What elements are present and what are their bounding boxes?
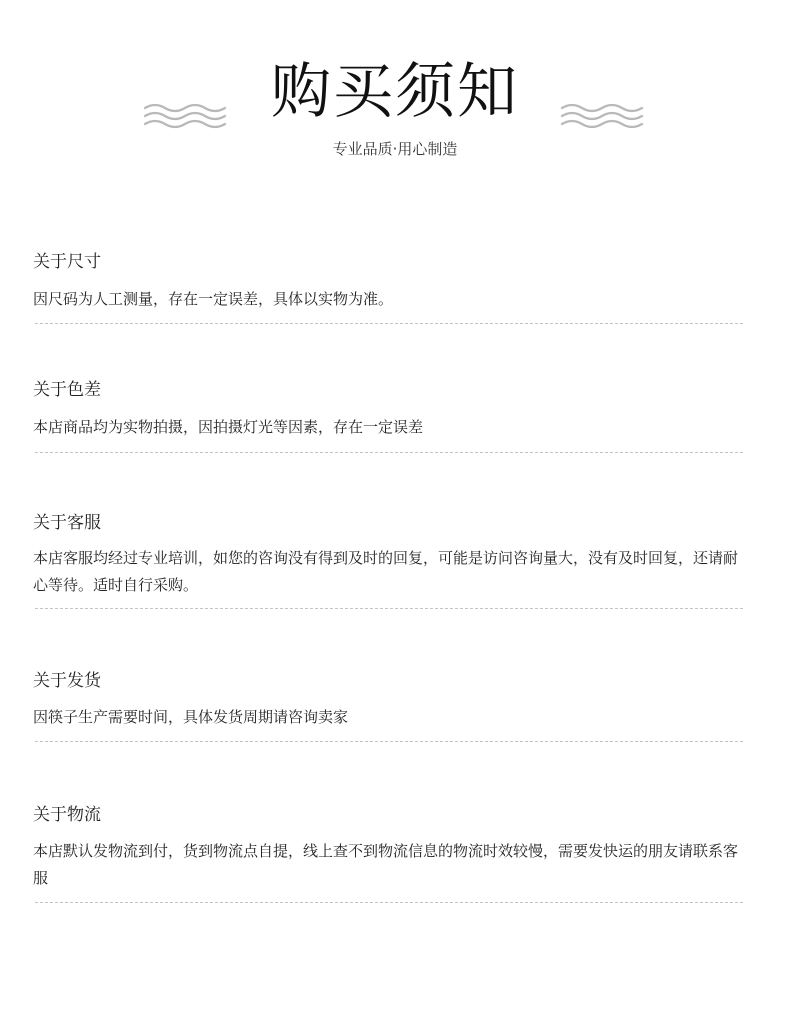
wave-decoration-icon [560,100,644,132]
section-size [33,250,745,324]
section-divider [35,741,743,742]
section-text: 因筷子生产需要时间，具体发货周期请咨询卖家 [33,708,349,726]
section-heading: 关于客服 [33,513,101,533]
section-divider [35,452,743,453]
section-heading: 关于尺寸 [33,252,101,272]
section-divider [35,902,743,903]
section-text: 本店客服均经过专业培训，如您的咨询没有得到及时的回复，可能是访问咨询量大，没有及时回复，还请耐心等待。适时自行采购。 [33,549,739,594]
section-heading: 关于色差 [33,380,101,400]
section-text: 本店商品均为实物拍摄，因拍摄灯光等因素，存在一定误差 [33,418,424,436]
page-subtitle: 专业品质·用心制造 [332,140,458,158]
page-title: 购买须知 [271,57,519,127]
section-heading: 关于物流 [33,805,101,825]
section-shipping [33,669,745,742]
section-text: 本店默认发物流到付，货到物流点自提，线上查不到物流信息的物流时效较慢，需要发快运的朋友请联系客服 [33,842,739,887]
section-text: 因尺码为人工测量，存在一定误差，具体以实物为准。 [33,290,394,308]
section-customer-service [33,511,745,609]
section-divider [35,323,743,324]
page-header [0,0,790,200]
section-color-difference [33,378,745,453]
section-divider [35,608,743,609]
section-logistics [33,803,745,903]
section-heading: 关于发货 [33,671,101,691]
